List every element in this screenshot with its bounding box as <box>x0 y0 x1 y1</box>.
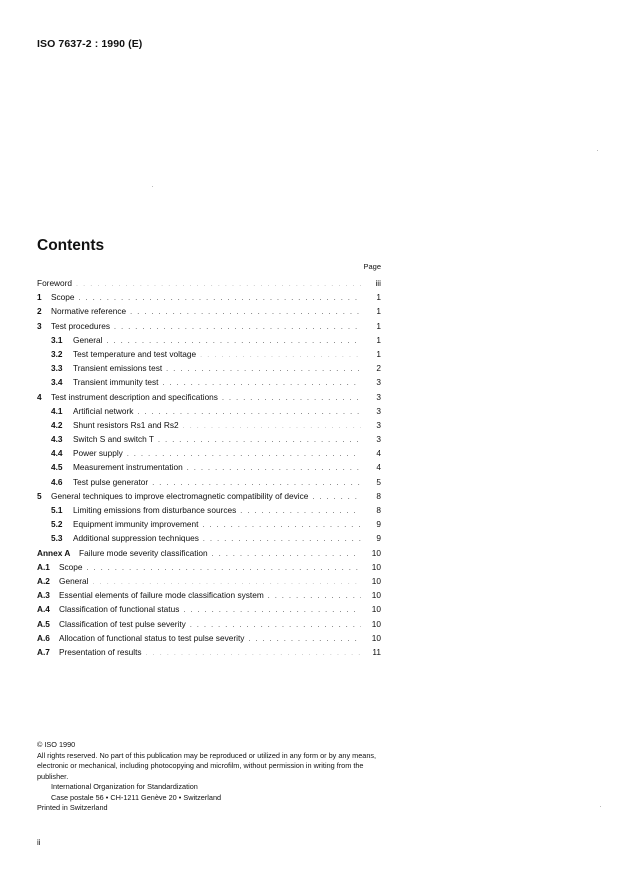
toc-entry-number: A.4 <box>37 604 50 615</box>
toc-entry <box>37 489 381 503</box>
toc-entry-title: Foreword <box>37 278 73 288</box>
toc-entry-page: 10 <box>371 561 381 572</box>
toc-leader-dots <box>203 533 361 547</box>
toc-entry-number: 5.2 <box>51 519 63 530</box>
toc-entry-title: General techniques to improve electromagnetic compatibility of device <box>51 490 309 501</box>
toc-entry-number: 4.6 <box>51 476 63 487</box>
toc-entry-number: 4.3 <box>51 434 63 445</box>
toc-leader-dots <box>76 278 361 292</box>
toc-entry-number: 5 <box>37 490 42 501</box>
toc-entry-title: Additional suppression techniques <box>73 533 199 544</box>
toc-entry-number: A.5 <box>37 618 50 629</box>
toc-entry-page: 1 <box>376 348 381 359</box>
toc-leader-dots <box>212 548 361 562</box>
toc-entry <box>37 404 381 418</box>
toc-entry <box>37 390 381 404</box>
toc-entry-number: 4.5 <box>51 462 63 473</box>
toc-entry-title: Measurement instrumentation <box>73 462 183 473</box>
toc-entry-number: 4.1 <box>51 405 63 416</box>
copyright-notice: All rights reserved. No part of this publication may be reproduced or utilized in any form or by any means, electronic or mechanical, including photocopying and microfilm, without permission in writing from the publisher. <box>37 750 377 781</box>
toc-leader-dots <box>87 562 361 576</box>
toc-entry <box>37 546 381 560</box>
toc-entry-title: Presentation of results <box>59 646 142 657</box>
toc-entry <box>37 560 381 574</box>
toc-entry-title: Test procedures <box>51 320 111 331</box>
toc-entry <box>37 602 381 616</box>
toc-entry-title: Switch S and switch T <box>73 434 155 445</box>
toc-entry-page: 10 <box>371 604 381 615</box>
toc-entry-page: 5 <box>376 476 381 487</box>
toc-entry-title: Shunt resistors Rs1 and Rs2 <box>73 419 179 430</box>
toc-entry <box>37 617 381 631</box>
toc-entry-title: Normative reference <box>51 306 127 317</box>
toc-entry-page: 10 <box>371 590 381 601</box>
page-column-label: Page <box>363 262 381 271</box>
toc-entry <box>37 446 381 460</box>
page-number: ii <box>37 838 41 847</box>
toc-leader-dots <box>187 462 361 476</box>
toc-entry-title: Scope <box>51 292 75 303</box>
toc-entry <box>37 475 381 489</box>
toc-entry-title: General <box>59 575 89 586</box>
toc-entry-page: 8 <box>376 505 381 515</box>
toc-entry-title: Transient emissions test <box>73 363 163 374</box>
toc-entry-page: 2 <box>376 363 381 374</box>
toc-entry-title: Limiting emissions from disturbance sources <box>73 505 237 515</box>
toc-entry-number: A.3 <box>37 590 50 601</box>
toc-entry-title: Test temperature and test voltage <box>73 348 197 359</box>
toc-leader-dots <box>240 505 361 519</box>
toc-leader-dots <box>130 306 361 320</box>
toc-entry-number: 4.4 <box>51 448 63 459</box>
toc-entry-page: 9 <box>376 533 381 544</box>
toc-entry-number: A.6 <box>37 632 50 643</box>
toc-entry-page: 3 <box>376 377 381 388</box>
toc-entry-page: 10 <box>371 632 381 643</box>
contents-title: Contents <box>37 237 105 254</box>
copyright-symbol-line: © ISO 1990 <box>37 740 76 749</box>
toc-entry-title: Classification of functional status <box>59 604 180 615</box>
toc-leader-dots <box>146 647 361 661</box>
toc-entry <box>37 645 381 659</box>
toc-entry-number: 1 <box>37 292 42 303</box>
toc-entry-number: 4 <box>37 391 42 402</box>
toc-entry <box>37 304 381 318</box>
toc-entry-page: 1 <box>376 320 381 331</box>
toc-leader-dots <box>114 321 361 335</box>
document-header: ISO 7637-2 : 1990 (E) <box>37 38 143 50</box>
toc-entry <box>37 347 381 361</box>
toc-leader-dots <box>312 491 361 505</box>
printed-in: Printed in Switzerland <box>37 803 108 812</box>
toc-entry <box>37 375 381 389</box>
scan-speck <box>600 806 601 807</box>
toc-entry <box>37 503 381 517</box>
toc-entry <box>37 531 381 545</box>
toc-entry-number: 4.2 <box>51 419 63 430</box>
publisher-address: Case postale 56 • CH-1211 Genève 20 • Switzerland <box>51 792 222 802</box>
toc-entry <box>37 319 381 333</box>
toc-entry-page: 10 <box>371 575 381 586</box>
toc-entry-page: 11 <box>372 646 381 657</box>
toc-entry-number: 3.1 <box>51 334 63 345</box>
toc-entry-page: 10 <box>371 618 381 629</box>
toc-entry-page: 3 <box>376 405 381 416</box>
toc-entry-title: Test pulse generator <box>73 476 149 487</box>
toc-entry <box>37 460 381 474</box>
toc-entry <box>37 631 381 645</box>
toc-entry-number: 2 <box>37 306 42 317</box>
toc-entry <box>37 290 381 304</box>
toc-entry <box>37 333 381 347</box>
toc-entry-title: Failure mode severity classification <box>79 547 208 558</box>
toc-entry-title: Equipment immunity improvement <box>73 519 199 530</box>
toc-entry-page: 10 <box>371 547 381 558</box>
toc-entry-number: 3.4 <box>51 377 63 388</box>
toc-entry <box>37 574 381 588</box>
toc-entry-title: Scope <box>59 561 83 572</box>
toc-entry-page: 9 <box>376 519 381 530</box>
toc-entry-number: 3.3 <box>51 363 63 374</box>
toc-entry-page: 1 <box>376 292 381 303</box>
toc-entry-number: A.2 <box>37 575 50 586</box>
toc-entry-title: Artificial network <box>73 405 134 416</box>
toc-leader-dots <box>183 420 361 434</box>
toc-entry-page: 1 <box>376 306 381 317</box>
toc-entry <box>37 418 381 432</box>
toc-entry-title: Test instrument description and specifications <box>51 391 218 402</box>
toc-entry-number: 3.2 <box>51 348 63 359</box>
toc-entry <box>37 276 381 290</box>
toc-entry-page: 8 <box>376 490 381 501</box>
toc-entry-title: Power supply <box>73 448 123 459</box>
toc-entry <box>37 432 381 446</box>
toc-leader-dots <box>158 434 361 448</box>
toc-entry-title: Essential elements of failure mode classification system <box>59 590 264 601</box>
toc-entry-page: 4 <box>376 448 381 459</box>
toc-leader-dots <box>183 604 361 618</box>
toc-entry-title: General <box>73 334 103 345</box>
toc-entry-page: iii <box>375 278 381 288</box>
toc-leader-dots <box>248 633 361 647</box>
toc-leader-dots <box>200 349 361 363</box>
toc-leader-dots <box>268 590 361 604</box>
toc-entry <box>37 361 381 375</box>
toc-leader-dots <box>202 519 361 533</box>
toc-entry-page: 1 <box>376 334 381 345</box>
toc-leader-dots <box>222 392 361 406</box>
copyright-block <box>37 740 382 814</box>
toc-entry-title: Classification of test pulse severity <box>59 618 186 629</box>
toc-entry-title: Allocation of functional status to test pulse severity <box>59 632 245 643</box>
toc-leader-dots <box>166 363 361 377</box>
toc-entry-title: Transient immunity test <box>73 377 159 388</box>
toc-entry-number: 5.1 <box>51 505 63 515</box>
toc-entry-page: 3 <box>376 434 381 445</box>
toc-entry <box>37 588 381 602</box>
scan-speck <box>597 150 598 151</box>
toc-entry-number: A.7 <box>37 646 50 657</box>
toc-entry <box>37 517 381 531</box>
toc-entry-page: 4 <box>376 462 381 473</box>
toc-entry-number: 3 <box>37 320 42 331</box>
toc-entry-number: Annex A <box>37 547 71 558</box>
scan-speck <box>152 186 153 187</box>
toc-entry-page: 3 <box>376 391 381 402</box>
toc-entry-page: 3 <box>376 419 381 430</box>
publisher-name: International Organization for Standardization <box>51 782 198 791</box>
toc-entry-number: 5.3 <box>51 533 63 544</box>
toc-entry-number: A.1 <box>37 561 50 572</box>
table-of-contents <box>37 276 381 659</box>
